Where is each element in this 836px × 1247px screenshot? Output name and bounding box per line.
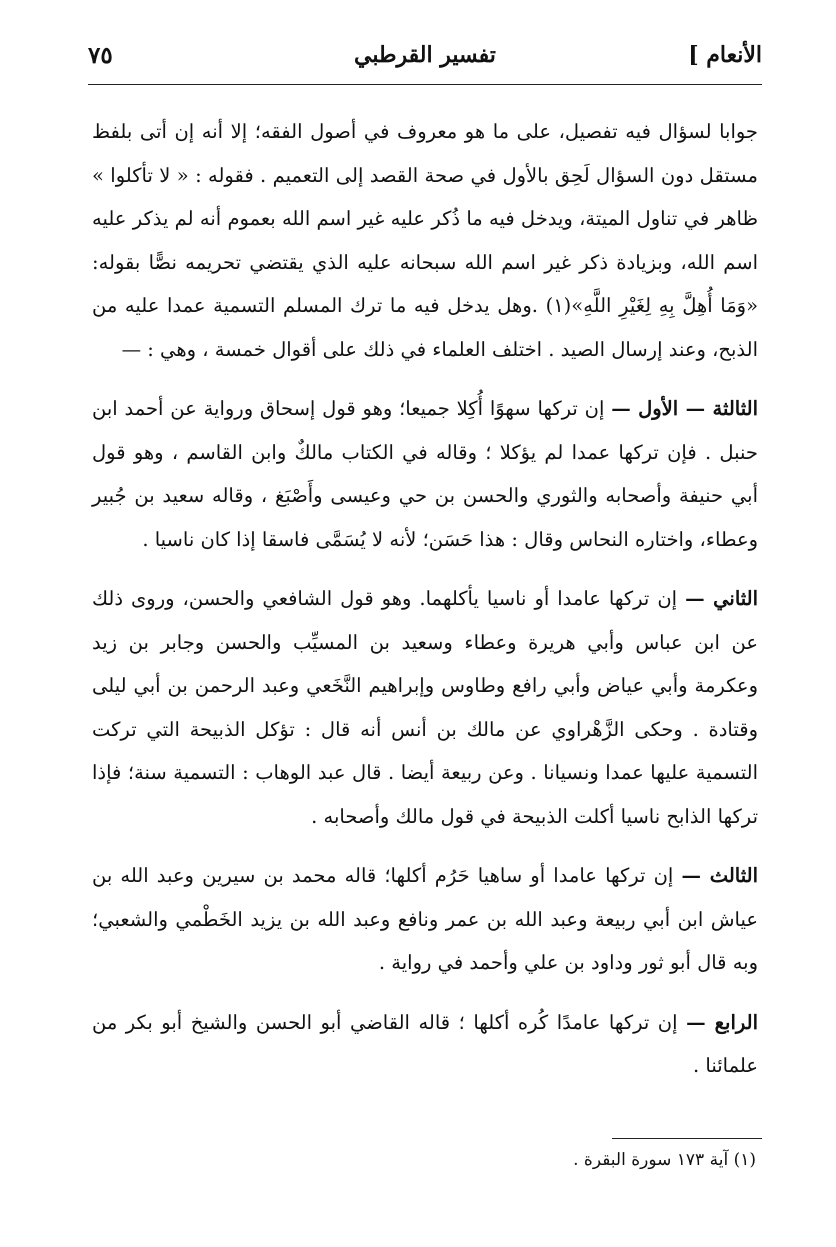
paragraph-intro xyxy=(92,110,758,371)
page-number: ٧٥ xyxy=(88,42,113,69)
paragraph-text: إن تركها سهوًا أُكِلا جميعا؛ وهو قول إسحاق ورواية عن أحمد ابن حنبل . فإن تركها عمدا لم يؤكلا ؛ وقاله في الكتاب مالكٌ وابن القاسم ، وهو قول أبي حنيفة وأصحابه والثوري والحسن بن حي وعيسى وأَصْبَغ ، وقاله سعيد بن جُبير وعطاء، واختاره النحاس وقال : هذا حَسَن؛ لأنه لا يُسَمَّى فاسقا إذا كان ناسيا . xyxy=(92,397,758,551)
paragraph-text: إن تركها عامدًا كُره أكلها ؛ قاله القاضي أبو الحسن والشيخ أبو بكر من علمائنا . xyxy=(92,1010,758,1077)
paragraph-label: الثاني — xyxy=(685,587,759,610)
paragraph-label: الرابع — xyxy=(686,1010,759,1034)
paragraph-label: الثالث — xyxy=(681,864,758,887)
footnote-divider xyxy=(612,1138,762,1139)
main-text xyxy=(92,110,758,1104)
footnote: (١) آية ١٧٣ سورة البقرة . xyxy=(573,1150,756,1170)
paragraph-text: إن تركها عامدا أو ساهيا حَرُم أكلها؛ قاله محمد بن سيرين وعبد الله بن عياش ابن أبي ربيعة وعبد الله بن عمر ونافع وعبد الله بن يزيد الخَطْمي والشعبي؛ وبه قال أبو ثور وداود بن علي وأحمد في رواية . xyxy=(92,864,758,974)
paragraph-text: إن تركها عامدا أو ناسيا يأكلهما. وهو قول الشافعي والحسن، وروى ذلك عن ابن عباس وأبي هريرة وعطاء وسعيد بن المسيِّب والحسن وجابر بن زيد وعكرمة وأبي عياض وأبي رافع وطاوس وإبراهيم النَّخَعي وعبد الرحمن بن أبي ليلى وقتادة . وحكى الزَّهْراوي عن مالك بن أنس أنه قال : تؤكل الذبيحة التي تركت التسمية عليها عمدا ونسيانا . وعن ربيعة أيضا . قال عبد الوهاب : التسمية سنة؛ فإذا تركها الذابح ناسيا أكلت الذبيحة في قول مالك وأصحابه . xyxy=(92,587,758,828)
surah-name: الأنعام ] xyxy=(688,42,762,68)
paragraph-text: جوابا لسؤال فيه تفصيل، على ما هو معروف في أصول الفقه؛ إلا أنه إن أتى بلفظ مستقل دون السؤال لَحِق بالأول في صحة القصد إلى التعميم . فقوله : « لا تأكلوا » ظاهر في تناول الميتة، ويدخل فيه ما ذُكر عليه غير اسم الله بعموم أنه لم يذكر عليه اسم الله، وبزيادة ذكر غير اسم الله سبحانه عليه الذي يقتضي تحريمه نصًّا بقوله: «وَمَا أُهِلَّ بِهِ لِغَيْرِ اللَّهِ»(١) .وهل يدخل فيه ما ترك المسلم التسمية عمدا عليه من الذبح، وعند إرسال الصيد . اختلف العلماء في ذلك على أقوال خمسة ، وهي : — xyxy=(92,120,759,361)
book-title: تفسير القرطبي xyxy=(354,42,496,68)
paragraph-first-opinion xyxy=(92,387,758,561)
paragraph-label: الثالثة — الأول — xyxy=(611,397,758,420)
paragraph-fourth-opinion xyxy=(92,1001,758,1088)
paragraph-third-opinion xyxy=(92,854,758,985)
running-header xyxy=(88,36,762,82)
paragraph-second-opinion xyxy=(92,577,758,838)
header-divider xyxy=(88,84,762,85)
